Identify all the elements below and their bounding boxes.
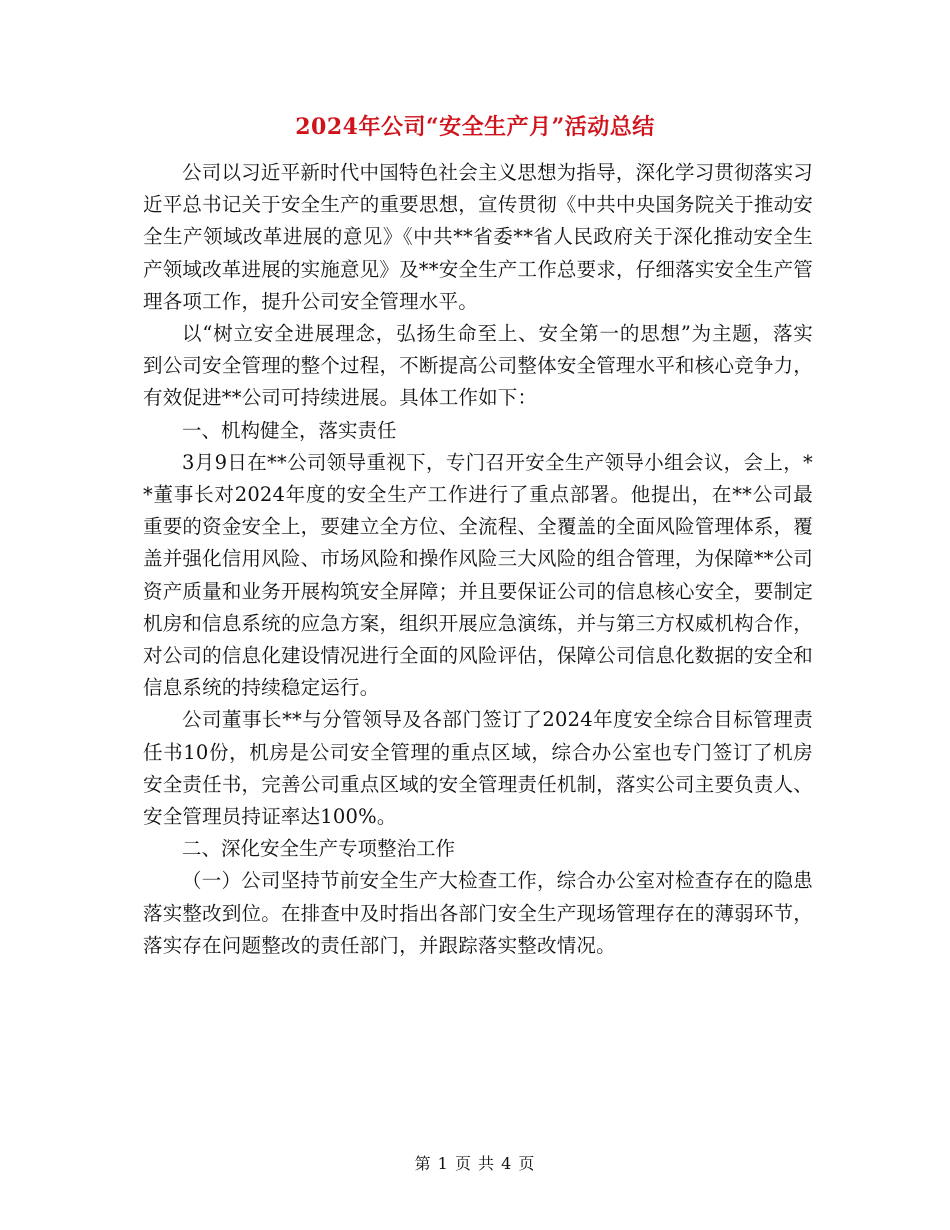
document-body [143,157,813,962]
section-heading-2: 二、深化安全生产专项整治工作 [182,837,456,861]
paragraph-theme: 以“树立安全进展理念，弘扬生命至上、安全第一的思想”为主题，落实到公司安全管理的整个过程，不断提高公司整体安全管理水平和核心竞争力，有效促进**公司可持续进展。具体工作如下： [143,322,813,410]
page-number-footer: 第 1 页 共 4 页 [414,1154,536,1173]
paragraph-responsibility: 公司董事长**与分管领导及各部门签订了2024年度安全综合目标管理责任书10份，机房是公司安全管理的重点区域，综合办公室也专门签订了机房安全责任书，完善公司重点区域的安全管理责任机制，落实公司主要负责人、安全管理员持证率达100%。 [143,708,813,829]
paragraph-inspection: （一）公司坚持节前安全生产大检查工作，综合办公室对检查存在的隐患落实整改到位。在排查中及时指出各部门安全生产现场管理存在的薄弱环节，落实存在问题整改的责任部门，并跟踪落实整改情况。 [143,869,813,957]
section-heading-1: 一、机构健全，落实责任 [182,418,397,442]
paragraph-intro: 公司以习近平新时代中国特色社会主义思想为指导，深化学习贯彻落实习近平总书记关于安全生产的重要思想，宣传贯彻《中共中央国务院关于推动安全生产领域改革进展的意见》《中共**省委**省人民政府关于深化推动安全生产领域改革进展的实施意见》及**安全生产工作总要求，仔细落实安全生产管理各项工作，提升公司安全管理水平。 [143,161,814,313]
paragraph-meeting: 3月9日在**公司领导重视下，专门召开安全生产领导小组会议，会上，**董事长对2024年度的安全生产工作进行了重点部署。他提出，在**公司最重要的资金安全上，要建立全方位、全流程、全覆盖的全面风险管理体系，覆盖并强化信用风险、市场风险和操作风险三大风险的组合管理，为保障**公司资产质量和业务开展构筑安全屏障；并且要保证公司的信息核心安全，要制定机房和信息系统的应急方案，组织开展应急演练，并与第三方权威机构合作，对公司的信息化建设情况进行全面的风险评估，保障公司信息化数据的安全和信息系统的持续稳定运行。 [143,450,814,700]
document-title: 2024年公司“安全生产月”活动总结 [295,114,655,140]
